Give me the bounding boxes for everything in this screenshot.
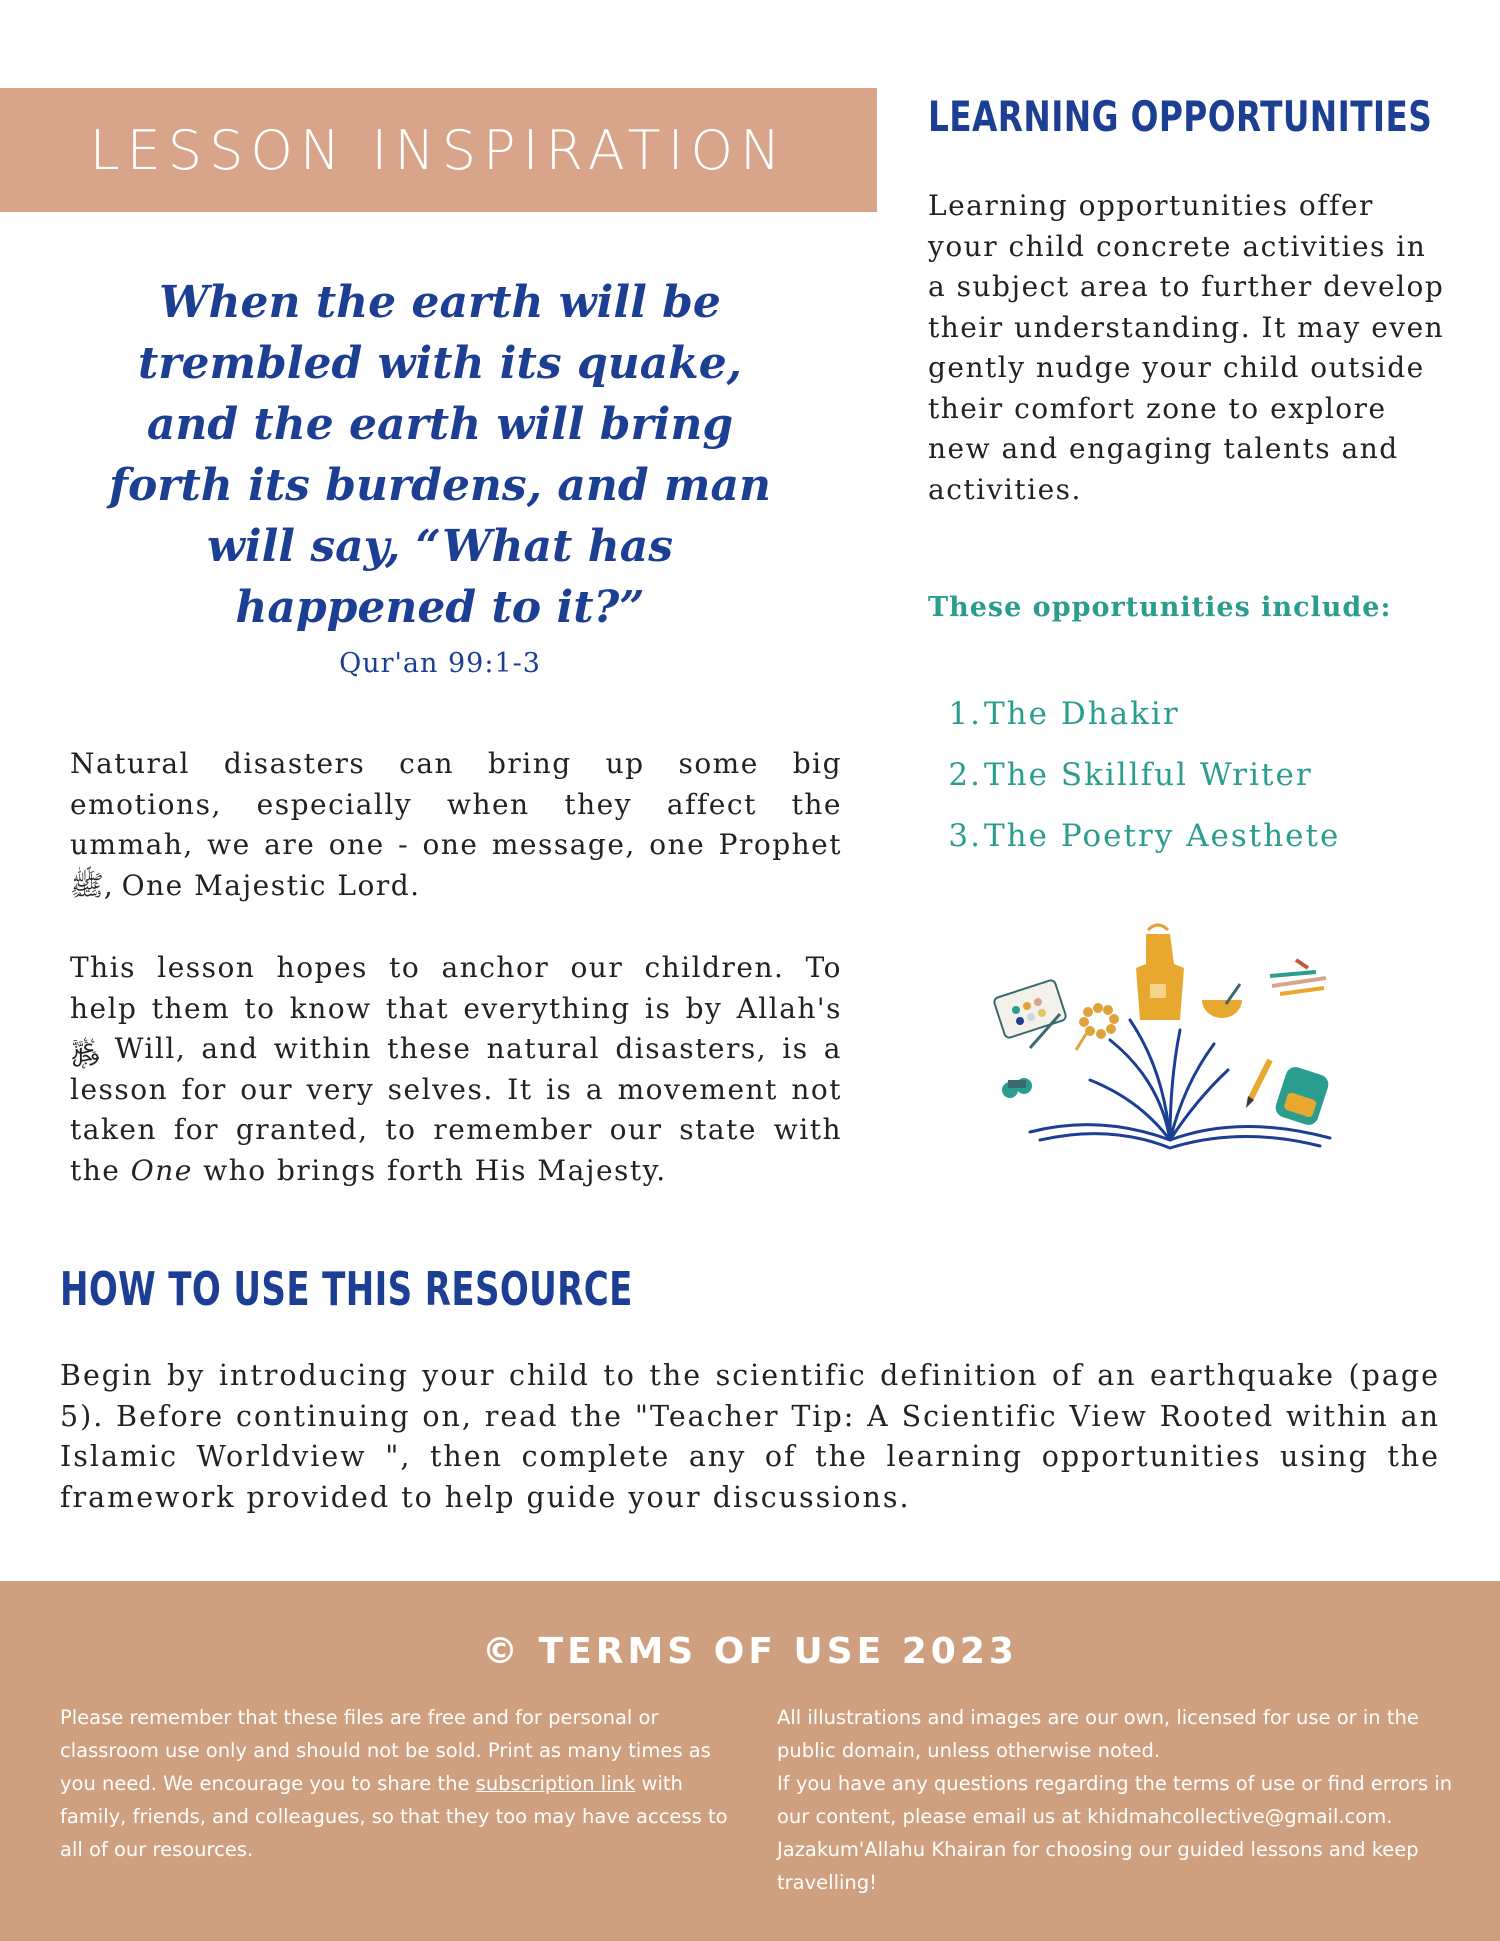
list-item — [944, 757, 1340, 818]
list-item-label: The Skillful Writer — [984, 757, 1313, 793]
how-to-use-heading: HOW TO USE THIS RESOURCE — [60, 1262, 633, 1316]
list-item-number: 3. — [948, 818, 982, 854]
list-item — [944, 818, 1340, 879]
list-item-number: 1. — [948, 696, 982, 732]
pencils-icon — [1270, 960, 1326, 994]
quote-reference: Qur'an 99:1-3 — [339, 648, 541, 679]
list-item — [944, 696, 1340, 757]
lesson-paragraph-part2: who brings forth His Majesty. — [192, 1153, 667, 1187]
terms-text-before-link: Please remember that these files are free and for personal or classroom use only and should not be sold. Print as many times as you need. We encourage you to share the — [60, 1706, 711, 1795]
apron-icon — [1136, 925, 1184, 1020]
lesson-paragraph-emphasis: One — [130, 1153, 193, 1187]
list-item-number: 2. — [948, 757, 982, 793]
how-to-use-body: Begin by introducing your child to the scientific definition of an earthquake (page 5). Before continuing on, read the "Teacher Tip: A Scientific View Rooted within an Islamic Worldview ", then complete any of the learning opportunities using the framework provided to help guide your discussions. — [60, 1359, 1440, 1514]
list-item-label: The Dhakir — [984, 696, 1180, 732]
lesson-paragraph-part1: This lesson hopes to anchor our children. To help them to know that everything is by Allah's ﷿ Will, and within these natural disasters, is a lesson for our very selves. It is a movement not taken for granted, to remember our state with the — [70, 951, 842, 1187]
quran-quote: When the earth will be trembled with its quake, and the earth will bring forth its burdens, and man will say, “What has happened to it?” — [109, 277, 771, 633]
terms-text-after-link: with family, friends, and colleagues, so that they too may have access to all of our resources. — [60, 1772, 728, 1861]
banner-title: LESSON INSPIRATION — [89, 118, 788, 182]
yellow-pencil-icon — [1246, 1060, 1270, 1108]
learning-opportunities-heading: LEARNING OPPORTUNITIES — [928, 92, 1433, 141]
terms-contact-note: If you have any questions regarding the terms of use or find errors in our content, please email us at khidmahcollective@gmail.com. — [777, 1772, 1453, 1828]
lesson-inspiration-banner — [0, 88, 877, 212]
binoculars-icon — [1002, 1078, 1032, 1098]
opportunities-include-heading: These opportunities include: — [928, 592, 1392, 623]
backpack-icon — [1273, 1064, 1331, 1127]
activities-book-illustration — [990, 920, 1350, 1180]
learning-opportunities-body: Learning opportunities offer your child concrete activities in a subject area to further develop their understanding. It may even gently nudge your child outside their comfort zone to explore new and engaging talents and activities. — [928, 189, 1445, 506]
terms-illustrations-note: All illustrations and images are our own, licensed for use or in the public domain, unless otherwise noted. — [777, 1706, 1419, 1762]
list-item-label: The Poetry Aesthete — [984, 818, 1341, 854]
intro-paragraph: Natural disasters can bring up some big emotions, especially when they affect the ummah, we are one - one message, one Prophet ﷺ, One Majestic Lord. — [70, 747, 842, 902]
terms-footer — [0, 1581, 1500, 1941]
opportunities-list — [944, 696, 1340, 879]
mixing-bowl-icon — [1202, 984, 1242, 1018]
subscription-link[interactable]: subscription link — [475, 1772, 636, 1795]
lesson-paragraph — [70, 948, 842, 1191]
terms-left-column — [60, 1701, 740, 1866]
terms-title: © TERMS OF USE 2023 — [482, 1631, 1018, 1672]
paint-palette-icon — [993, 979, 1067, 1048]
terms-right-column — [777, 1701, 1457, 1899]
terms-closing-note: Jazakum'Allahu Khairan for choosing our guided lessons and keep travelling! — [777, 1838, 1419, 1894]
